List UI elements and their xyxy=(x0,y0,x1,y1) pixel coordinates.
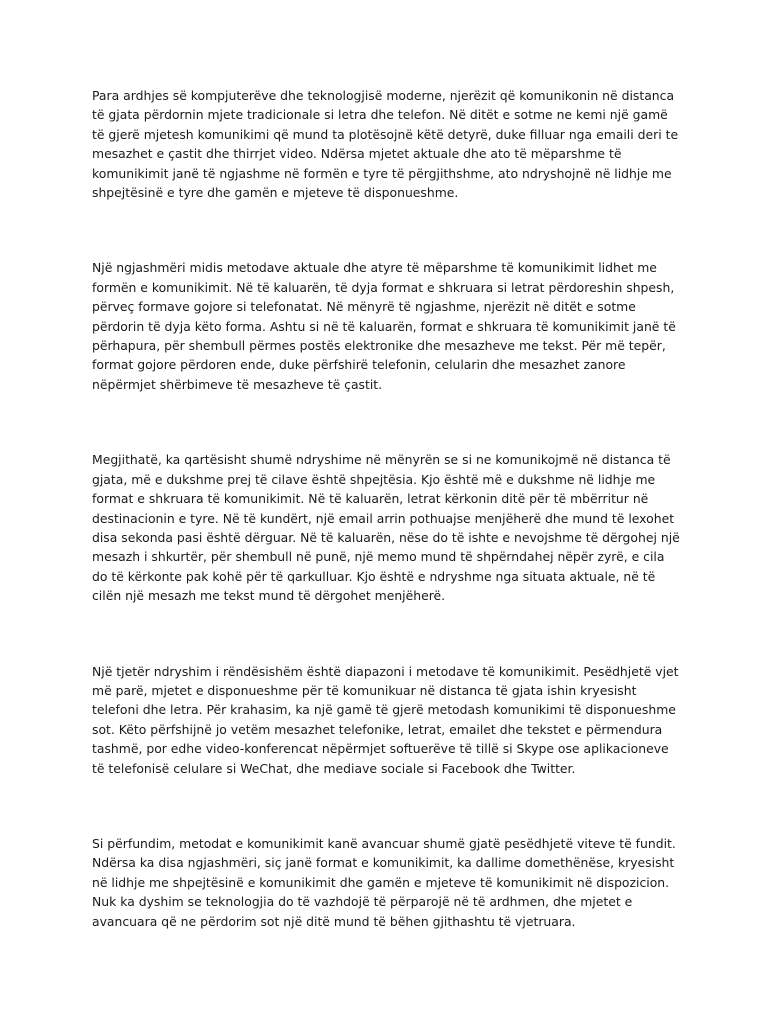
paragraph-4: Një tjetër ndryshim i rëndësishëm është diapazoni i metodave të komunikimit. Pesëdhjetë vjet më parë, mjetet e disponueshme për të komunikuar në distanca të gjata ishin kryesisht telefoni dhe letra. Për krahasim, ka një gamë të gjerë metodash komunikimi të disponueshme sot. Këto përfshijnë jo vetëm mesazhet telefonike, letrat, emailet dhe tekstet e përmendura tashmë, por edhe video-konferencat nëpërmjet softuerëve të tillë si Skype ose aplikacioneve të telefonisë celulare si WeChat, dhe mediave sociale si Facebook dhe Twitter. xyxy=(92,663,679,776)
paragraph-5: Si përfundim, metodat e komunikimit kanë avancuar shumë gjatë pesëdhjetë viteve të fundit. Ndërsa ka disa ngjashmëri, siç janë format e komunikimit, ka dallime domethënëse, kryesisht në lidhje me shpejtësinë e komunikimit dhe gamën e mjeteve të komunikimit në dispozicion. Nuk ka dyshim se teknologjia do të vazhdojë të përparojë në të ardhmen, dhe mjetet e avancuara që ne përdorim sot një ditë mund të bëhen gjithashtu të vjetruara. xyxy=(92,835,676,929)
paragraph-1: Para ardhjes së kompjuterëve dhe teknologjisë moderne, njerëzit që komunikonin në distanca të gjata përdornin mjete tradicionale si letra dhe telefon. Në ditët e sotme ne kemi një gamë të gjerë mjetesh komunikimi që mund ta plotësojnë këtë detyrë, duke filluar nga emaili deri te mesazhet e çastit dhe thirrjet video. Ndërsa mjetet aktuale dhe ato të mëparshme të komunikimit janë të ngjashme në formën e tyre të përgjithshme, ato ndryshojnë në lidhje me shpejtësinë e tyre dhe gamën e mjeteve të disponueshme. xyxy=(92,88,679,201)
paragraph-2: Një ngjashmëri midis metodave aktuale dhe atyre të mëparshme të komunikimit lidhet me formën e komunikimit. Në të kaluarën, të dyja format e shkruara si letrat përdoreshin shpesh, përveç formave gojore si telefonatat. Në mënyrë të ngjashme, njerëzit në ditët e sotme përdorin të dyja këto forma. Ashtu si në të kaluarën, format e shkruara të komunikimit janë të përhapura, për shembull përmes postës elektronike dhe mesazheve me tekst. Për më tepër, format gojore përdoren ende, duke përfshirë telefonin, celularin dhe mesazhet zanore nëpërmjet shërbimeve të mesazheve të çastit. xyxy=(92,260,676,392)
paragraph-3: Megjithatë, ka qartësisht shumë ndryshime në mënyrën se si ne komunikojmë në distanca të gjata, më e dukshme prej të cilave është shpejtësia. Kjo është më e dukshme në lidhje me format e shkruara të komunikimit. Në të kaluarën, letrat kërkonin ditë për të mbërritur në destinacionin e tyre. Në të kundërt, një email arrin pothuajse menjëherë dhe mund të lexohet disa sekonda pasi është dërguar. Në të kaluarën, nëse do të ishte e nevojshme të dërgohej një mesazh i shkurtër, për shembull në punë, një memo mund të shpërndahej nëpër zyrë, e cila do të kërkonte pak kohë për të qarkulluar. Kjo është e ndryshme nga situata aktuale, në të cilën një mesazh me tekst mund të dërgohet menjëherë. xyxy=(92,452,680,604)
document-body xyxy=(92,86,682,931)
